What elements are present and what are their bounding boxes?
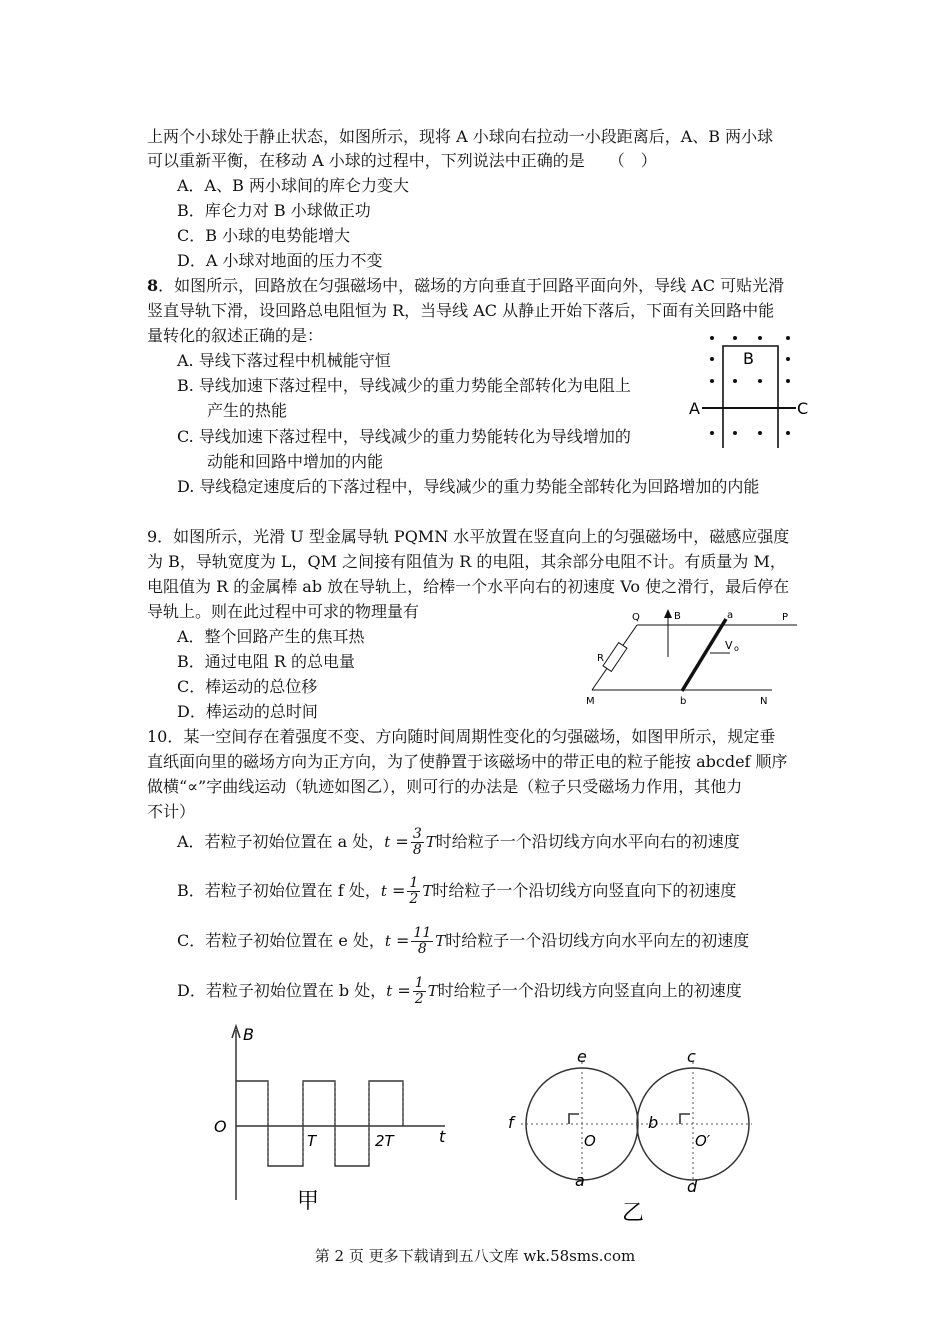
q7-line1: 上两个小球处于静止状态，如图所示，现将 A 小球向右拉动一小段距离后，A、B 两小球 — [147, 127, 774, 146]
q8-option-b-line1: B. 导线加速下落过程中，导线减少的重力势能全部转化为电阻上 — [177, 376, 631, 395]
fraction: $\frac{11}{8}$ — [413, 925, 432, 957]
page-footer: 第 2 页 更多下载请到五八文库 wk.58sms.com — [314, 1247, 636, 1265]
q8-line3: 量转化的叙述正确的是： — [147, 326, 324, 345]
center-o: O — [584, 1132, 596, 1150]
q9-option-b: B．通过电阻 R 的总电量 — [177, 652, 355, 671]
q10-option-b: B．若粒子初始位置在 f 处，t = $\frac{1}{2}$ T时给粒子一个沿切线方向竖直向下的初速度 — [177, 875, 737, 907]
point-b: b — [648, 1113, 659, 1132]
q9-option-a: A．整个回路产生的焦耳热 — [177, 627, 365, 646]
q8-line2: 竖直导轨下滑，设回路总电阻恒为 R，当导线 AC 从静止开始下落后，下面有关回路中能 — [147, 301, 775, 320]
fraction: $\frac{3}{8}$ — [412, 826, 422, 858]
q10-line2: 直纸面向里的磁场方向为正方向，为了使静置于该磁场中的带正电的粒子能按 abcdef 顺序 — [147, 752, 788, 771]
q9-label-field-b: B — [674, 611, 681, 622]
point-f: f — [508, 1113, 514, 1132]
q7-option-a: A．A、B 两小球间的库仑力变大 — [177, 176, 409, 195]
q9-rod-ab — [682, 619, 726, 691]
graph-caption: 甲 — [297, 1189, 320, 1214]
var-period: T — [435, 932, 446, 950]
q10-option-d: D．若粒子初始位置在 b 处，t = $\frac{1}{2}$ T时给粒子一个沿切线方向竖直向上的初速度 — [177, 975, 742, 1007]
q7-option-d: D．A 小球对地面的压力不变 — [177, 251, 383, 270]
q9-rail-figure — [582, 605, 802, 710]
q9-line4: 导轨上。则在此过程中可求的物理量有 — [147, 602, 420, 621]
q8-option-b-line2: 产生的热能 — [207, 401, 288, 420]
graph-label-t-axis: t — [439, 1127, 446, 1146]
q9-label-v: V — [725, 639, 733, 652]
var-t: t — [384, 932, 391, 950]
fraction: $\frac{1}{2}$ — [409, 875, 419, 907]
q8-option-c-line1: C. 导线加速下落过程中，导线减少的重力势能转化为导线增加的 — [177, 427, 631, 446]
q9-option-c: C．棒运动的总位移 — [177, 677, 318, 696]
q9-label-q: Q — [632, 612, 640, 623]
q8-number: 8 — [147, 276, 159, 295]
var-t: t — [384, 833, 391, 851]
q9-option-d: D．棒运动的总时间 — [177, 702, 318, 721]
q8-magnetic-field-figure — [688, 328, 812, 452]
graph-label-o: O — [214, 1117, 227, 1136]
q9-label-b: b — [680, 696, 687, 707]
q7-option-c: C．B 小球的电势能增大 — [177, 226, 351, 245]
q7-option-b: B．库仑力对 B 小球做正功 — [177, 201, 371, 220]
var-period: T — [425, 833, 436, 851]
q8-option-a: A. 导线下落过程中机械能守恒 — [177, 351, 391, 370]
point-d: d — [687, 1177, 698, 1196]
q8-option-d: D. 导线稳定速度后的下落过程中，导线减少的重力势能全部转化为回路增加的内能 — [177, 477, 760, 496]
graph-label-2t: 2T — [375, 1132, 394, 1150]
var-t: t — [380, 882, 387, 900]
q10-line3: 做横“∝”字曲线运动（轨迹如图乙），则可行的办法是（粒子只受磁场力作用，其他力 — [147, 777, 743, 796]
q9-resistor — [603, 643, 627, 672]
q10-trajectory-figure — [505, 1048, 755, 1223]
var-t: t — [386, 982, 393, 1000]
graph-label-b: B — [243, 1025, 254, 1044]
q10-b-t-graph — [205, 1020, 455, 1225]
q8-label-a: A — [689, 399, 700, 418]
fraction: $\frac{1}{2}$ — [414, 975, 424, 1007]
square-wave — [236, 1081, 403, 1166]
point-a: a — [575, 1171, 585, 1190]
q10-line1: 10．某一空间存在着强度不变、方向随时间周期性变化的匀强磁场，如图甲所示，规定垂 — [147, 727, 776, 746]
q9-label-n: N — [760, 696, 768, 707]
q8-line1-text: ．如图所示，回路放在匀强磁场中，磁场的方向垂直于回路平面向外，导线 AC 可贴光滑 — [158, 276, 785, 295]
q9-label-v-sub: o — [734, 644, 739, 653]
q8-option-c-line2: 动能和回路中增加的内能 — [207, 452, 384, 471]
q9-label-m: M — [586, 696, 595, 707]
q9-line3: 电阻值为 R 的金属棒 ab 放在导轨上，给棒一个水平向右的初速度 Vo 使之滑行，最后停在 — [147, 577, 790, 596]
q9-label-p: P — [782, 612, 789, 623]
q9-label-a: a — [727, 610, 734, 621]
q10-line4: 不计） — [147, 802, 196, 821]
q7-line2: 可以重新平衡，在移动 A 小球的过程中，下列说法中正确的是 （ ） — [147, 151, 657, 170]
q8-line1 — [147, 275, 784, 297]
q8-label-c: C — [797, 399, 809, 418]
q9-label-r: R — [597, 653, 604, 664]
q10-option-a: A．若粒子初始位置在 a 处，t = $\frac{3}{8}$ T时给粒子一个沿切线方向水平向右的初速度 — [177, 826, 740, 858]
center-o-prime: O′ — [695, 1132, 711, 1150]
point-e: e — [577, 1048, 587, 1066]
figure-caption: 乙 — [622, 1201, 645, 1223]
q10-option-c: C．若粒子初始位置在 e 处，t = $\frac{11}{8}$ T时给粒子一个沿切线方向水平向左的初速度 — [177, 925, 750, 957]
q8-label-b: B — [743, 349, 754, 368]
graph-label-t-period: T — [307, 1132, 317, 1150]
var-period: T — [422, 882, 433, 900]
point-c: c — [687, 1048, 696, 1066]
q9-line1: 9．如图所示，光滑 U 型金属导轨 PQMN 水平放置在竖直向上的匀强磁场中，磁感应强度 — [147, 527, 790, 546]
var-period: T — [427, 982, 438, 1000]
q9-line2: 为 B，导轨宽度为 L，QM 之间接有阻值为 R 的电阻，其余部分电阻不计。有质量为 M， — [147, 552, 786, 571]
